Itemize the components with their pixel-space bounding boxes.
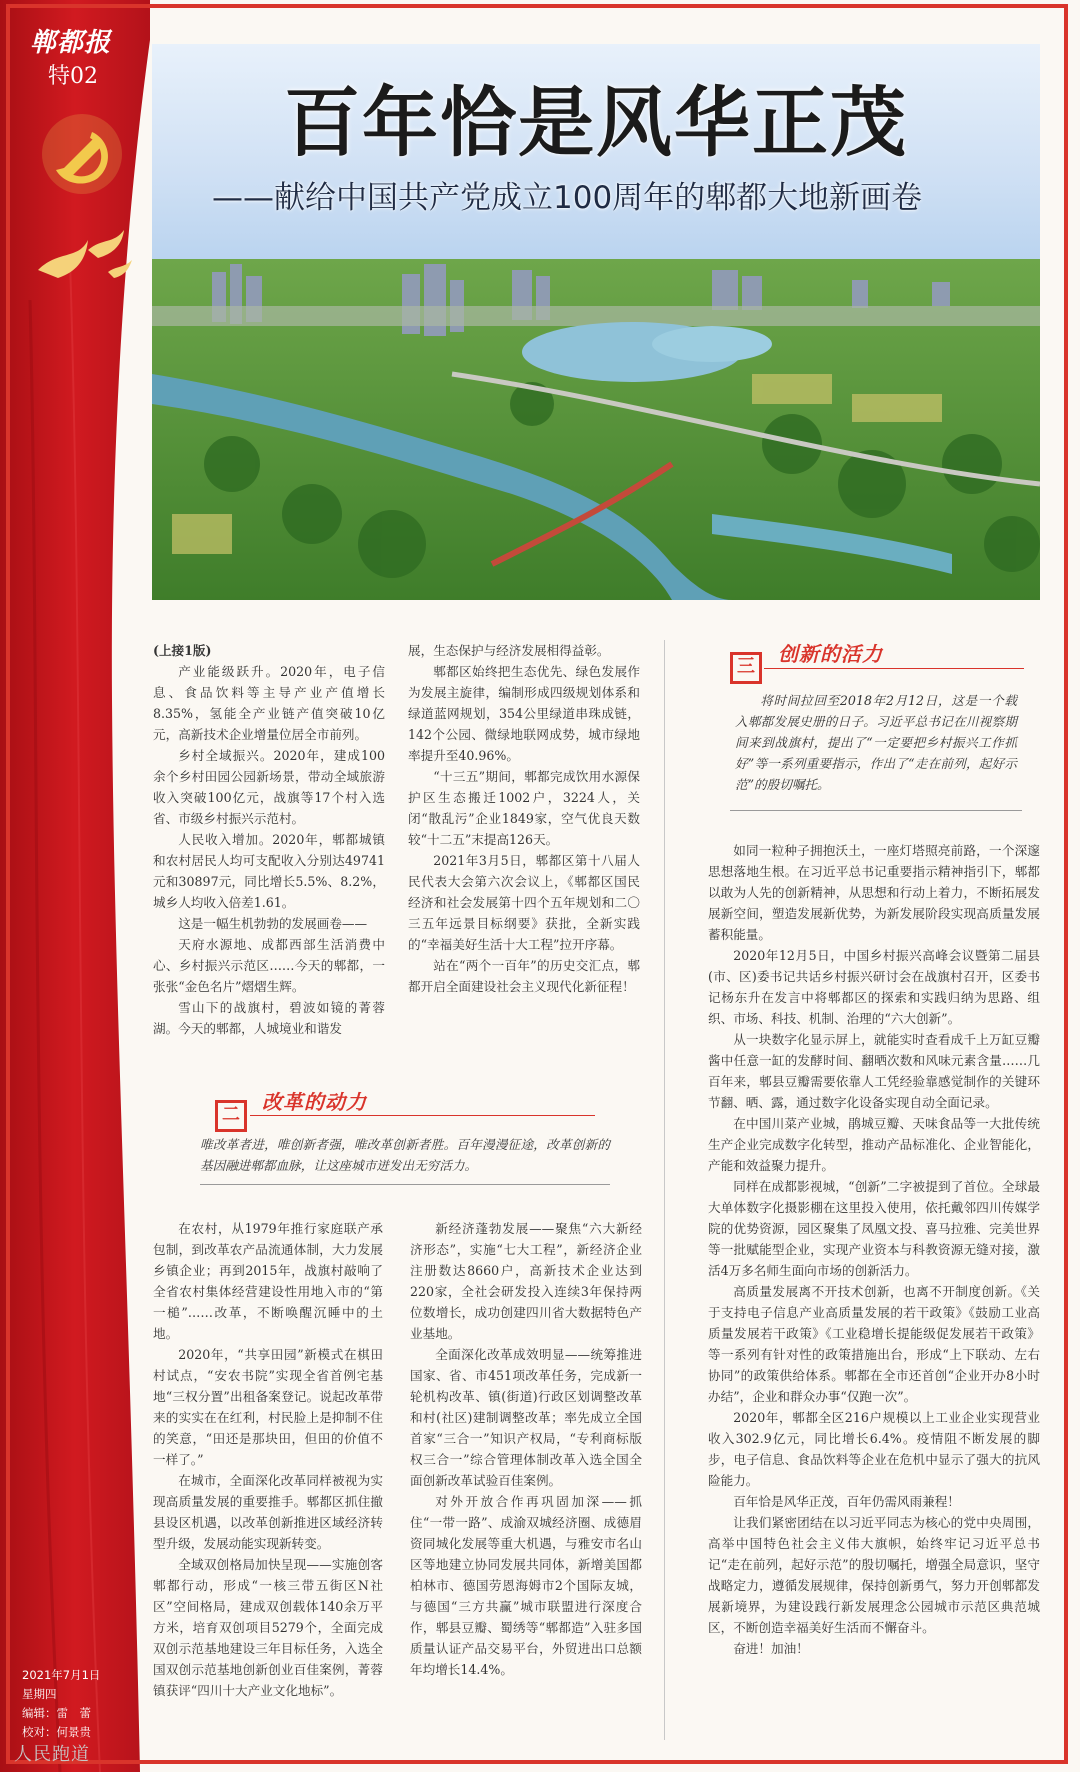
paragraph: 从一块数字化显示屏上，就能实时查看成千上万缸豆瓣酱中任意一缸的发酵时间、翻晒次数和风味元素含量……几百年来，郫县豆瓣需要依靠人工凭经验靠感觉制作的关键环节翻、晒、露，通过数字化设备实现自动全面记录。 — [708, 1032, 1040, 1110]
paragraph: 2021年3月5日，郫都区第十八届人民代表大会第六次会议上，《郫都区国民经济和社会发展第十四个五年规划和二〇三五年远景目标纲要》获批，全新实践的“幸福美好生活十大工程”拉开序幕。 — [408, 853, 640, 952]
paragraph: 2020年，郫都全区216户规模以上工业企业实现营业收入302.9亿元，同比增长6.4%。疫情阻不断发展的脚步，电子信息、食品饮料等企业在危机中显示了强大的抗风险能力。 — [708, 1410, 1040, 1488]
paragraph: “十三五”期间，郫都完成饮用水源保护区生态搬迁1002户，3224人，关闭“散乱污”企业1849家，空气优良天数较“十二五”末提高126天。 — [408, 769, 640, 847]
section-3-lead: 将时间拉回至2018年2月12日，这是一个载入郫都发展史册的日子。习近平总书记在川视察期间来到战旗村，提出了“一定要把乡村振兴工作抓好”等一系列重要指示，作出了“走在前列，起好示范”的殷切嘱托。 — [735, 693, 1017, 792]
paragraph: 奋进！加油！ — [733, 1641, 809, 1656]
paragraph: 如同一粒种子拥抱沃土，一座灯塔照亮前路，一个深邃思想落地生根。在习近平总书记重要指示精神指引下，郫都以敢为人先的创新精神，从思想和行动上着力，不断拓展发展新空间，塑造发展新优势，为新发展阶段实现高质量发展蓄积能量。 — [708, 843, 1040, 942]
party-emblem-icon — [40, 112, 124, 200]
edition-number: 特02 — [48, 64, 98, 89]
editor-credit: 编辑：雷 蕾 — [22, 1706, 91, 1720]
paragraph: 2020年，“共享田园”新模式在棋田村试点，“安农书院”实现全省首例宅基地“三权分置”出租备案登记。说起改革带来的实实在在红利，村民脸上是抑制不住的笑意，“田还是那块田，但田的价值不一样了。” — [153, 1347, 383, 1467]
paragraph: 新经济蓬勃发展——聚焦“六大新经济形态”，实施“七大工程”，新经济企业注册数达8660户，高新技术企业达到220家，全社会研发投入连续3年保持两位数增长，成功创建四川省大数据特色产业基地。 — [410, 1221, 642, 1341]
paragraph: 天府水源地、成都西部生活消费中心、乡村振兴示范区……今天的郫都，一张张“金色名片”熠熠生辉。 — [153, 937, 385, 994]
paragraph: 高质量发展离不开技术创新，也离不开制度创新。《关于支持电子信息产业高质量发展的若干政策》《鼓励工业高质量发展若干政策》《工业稳增长提能级促发展若干政策》等一系列有针对性的政策措施出台，形成“上下联动、左右协同”的政策供给体系。郫都在全市还首创“企业开办8小时办结”，企业和群众办事“仅跑一次”。 — [708, 1284, 1040, 1404]
paragraph: 人民收入增加。2020年，郫都城镇和农村居民人均可支配收入分别达49741元和30897元，同比增长5.5%、8.2%，城乡人均收入倍差1.61。 — [153, 832, 385, 910]
edition-info — [22, 1666, 132, 1742]
paragraph: 产业能级跃升。2020年，电子信息、食品饮料等主导产业产值增长8.35%，氢能全产业链产值突破10亿元，高新技术企业增量位居全市前列。 — [153, 664, 385, 742]
paragraph: 站在“两个一百年”的历史交汇点，郫都开启全面建设社会主义现代化新征程！ — [408, 958, 640, 994]
paragraph: 郫都区始终把生态优先、绿色发展作为发展主旋律，编制形成四级规划体系和绿道蓝网规划，354公里绿道串珠成链，142个公园、微绿地联网成势，城市绿地率提升至40.96%。 — [408, 664, 640, 763]
paragraph: 百年恰是风华正茂，百年仍需风雨兼程！ — [733, 1494, 960, 1509]
publication-weekday: 星期四 — [22, 1687, 57, 1701]
paragraph: 在城市，全面深化改革同样被视为实现高质量发展的重要推手。郫都区抓住撤县设区机遇，以改革创新推进区域经济转型升级，发展动能实现新转变。 — [153, 1473, 383, 1551]
paragraph: 让我们紧密团结在以习近平同志为核心的党中央周围，高举中国特色社会主义伟大旗帜，始终牢记习近平总书记“走在前列，起好示范”的殷切嘱托，增强全局意识，坚守战略定力，遵循发展规律，保持创新勇气，努力开创郫都发展新境界，为建设践行新发展理念公园城市示范区典范城区，不断创造幸福美好生活而不懈奋斗。 — [708, 1515, 1040, 1635]
newspaper-name: 郸都报 — [30, 28, 112, 58]
paragraph: 在农村，从1979年推行家庭联产承包制，到改革农产品流通体制，大力发展乡镇企业；再到2015年，战旗村敲响了全省农村集体经营建设性用地入市的“第一槌”……改革，不断唤醒沉睡中的土地。 — [153, 1221, 383, 1341]
subheadline: ——献给中国共产党成立100周年的郫都大地新画卷 — [212, 180, 923, 216]
paragraph: 乡村全域振兴。2020年，建成100余个乡村田园公园新场景，带动全域旅游收入突破100亿元，战旗等17个村入选省、市级乡村振兴示范村。 — [153, 748, 385, 826]
paragraph: 雪山下的战旗村，碧波如镜的菁蓉湖。今天的郫都，人城境业和谐发 — [153, 1000, 385, 1036]
paragraph: 在中国川菜产业城，鹃城豆瓣、天味食品等一大批传统生产企业完成数字化转型，推动产品标准化、企业智能化，产能和效益聚力提升。 — [708, 1116, 1040, 1173]
continuation-note: (上接1版) — [153, 643, 212, 658]
section-2-title: 改革的动力 — [262, 1090, 367, 1114]
paragraph: 全域双创格局加快呈现——实施创客郫都行动，形成“一核三带五街区N社区”空间格局，建成双创载体140余万平方米，培育双创项目5279个，全面完成双创示范基地建设三年目标任务，入选全国双创示范基地创新创业百佳案例，菁蓉镇获评“四川十大产业文化地标”。 — [153, 1557, 383, 1698]
paragraph: 2020年12月5日，中国乡村振兴高峰会议暨第二届县(市、区)委书记共话乡村振兴研讨会在战旗村召开，区委书记杨东升在发言中将郫都区的探索和实践归纳为思路、组织、市场、科技、机制、治理的“六大创新”。 — [708, 948, 1040, 1026]
section-2-lead: 唯改革者进，唯创新者强，唯改革创新者胜。百年漫漫征途，改革创新的基因融进郫都血脉，让这座城市迸发出无穷活力。 — [200, 1137, 610, 1173]
paragraph: 这是一幅生机勃勃的发展画卷—— — [178, 916, 368, 931]
paragraph: 全面深化改革成效明显——统筹推进国家、省、市451项改革任务，完成新一轮机构改革、镇(街道)行政区划调整改革和村(社区)建制调整改革；率先成立全国首家“三合一”知识产权局，“专利商标版权三合一”综合管理体制改革入选全国全面创新改革试验百佳案例。 — [410, 1347, 642, 1488]
publication-date: 2021年7月1日 — [22, 1668, 101, 1682]
section-3-number: 三 — [730, 652, 762, 684]
proofreader-credit: 校对：何景贵 — [22, 1725, 91, 1739]
watermark: 人民跑道 — [14, 1744, 90, 1765]
paragraph: 同样在成都影视城，“创新”二字被提到了首位。全球最大单体数字化摄影棚在这里投入使用，依托戴邻四川传媒学院的优势资源，园区聚集了凤凰文投、喜马拉雅、完美世界等一批赋能型企业，实现产业资本与科教资源无缝对接，激活4万多名师生面向市场的创新活力。 — [708, 1179, 1040, 1278]
doves-icon — [28, 220, 138, 304]
headline: 百年恰是风华正茂 — [284, 78, 908, 167]
section-3-title: 创新的活力 — [778, 642, 883, 666]
paragraph: 展，生态保护与经济发展相得益彰。 — [408, 643, 610, 658]
page-border — [6, 4, 1068, 1764]
section-2-number: 二 — [215, 1100, 247, 1132]
masthead — [30, 22, 130, 90]
paragraph: 对外开放合作再巩固加深——抓住“一带一路”、成渝双城经济圈、成德眉资同城化发展等重大机遇，与雅安市名山区等地建立协同发展共同体，新增美国都柏林市、德国劳恩海姆市2个国际友城，与德国“三方共赢”城市联盟进行深度合作，郫县豆瓣、蜀绣等“郫都造”入驻多国质量认证产品交易平台，外贸进出口总额年均增长14.4%。 — [410, 1494, 642, 1677]
